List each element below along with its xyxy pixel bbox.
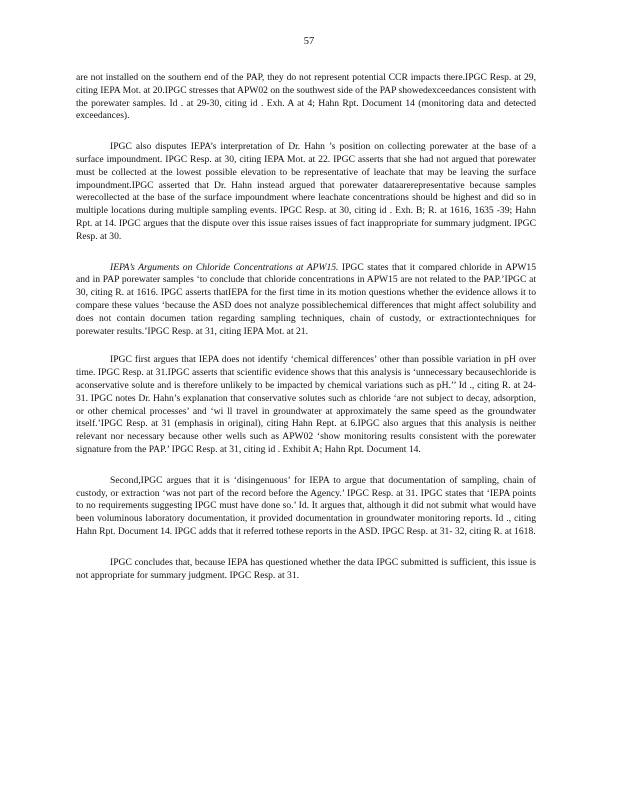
paragraph-porewater-dispute: IPGC also disputes IEPA’s interpretation of Dr. Hahn ’s position on collecting porewater at the base of a surface impoundment. IPGC Resp. at 30, citing IEPA Mot. at 22. IPGC asserts that she had not argued that porewater must be collected at the lowest possible elevation to be representative of leachate that may be leaving the surface impoundment.IPGC asserted that Dr. Hahn instead argued that porewater dataarerepresentative because samples werecollected at the base of the surface impoundment where leachate concentrations should be highest and did so in multiple locations during multiple sampling events. IPGC Resp. at 30, citing id . Exh. B; R. at 1616, 1635 -39; Hahn Rpt. at 14. IPGC argues that the dispute over this issue raises issues of fact inappropriate for summary judgment. IPGC Resp. at 30. bbox=[76, 141, 536, 242]
paragraph-disingenuous: Second,IPGC argues that it is ‘disingenuous’ for IEPA to argue that documentation of sampling, chain of custody, or extraction ‘was not part of the record before the Agency.’ IPGC Resp. at 31. IPGC states that ‘IEPA points to no requirements suggesting IPGC must have done so.’ Id. It argues that, although it did not submit what would have been voluminous laboratory documentation, it provided documentation in groundwater monitoring reports. Id ., citing Hahn Rpt. Document 14. IPGC adds that it referred tothese reports in the ASD. IPGC Resp. at 31- 32, citing R. at 1618. bbox=[76, 474, 536, 537]
section-heading: IEPA’s Arguments on Chloride Concentrations at APW15. bbox=[110, 261, 339, 273]
paragraph-chloride-section bbox=[76, 262, 536, 339]
paragraph-continuation: are not installed on the southern end of the PAP, they do not represent potential CCR impacts there.IPGC Resp. at 29, citing IEPA Mot. at 20.IPGC stresses that APW02 on the southwest side of the PAP showedexceedances consistent with the porewater samples. Id . at 29-30, citing id . Exh. A at 4; Hahn Rpt. Document 14 (monitoring data and detected exceedances). bbox=[76, 72, 536, 122]
document-body bbox=[76, 72, 536, 593]
paragraph-conclusion: IPGC concludes that, because IEPA has questioned whether the data IPGC submitted is sufficient, this issue is not appropriate for summary judgment. IPGC Resp. at 31. bbox=[76, 556, 536, 581]
paragraph-chemical-differences: IPGC first argues that IEPA does not identify ‘chemical differences’ other than possible variation in pH over time. IPGC Resp. at 31.IPGC asserts that scientific evidence shows that this analysis is ‘unnecessary becausechloride is aconservative solute and is therefore unlikely to be impacted by chemical variations such as pH.’’ Id ., citing R. at 24-31. IPGC notes Dr. Hahn’s explanation that conservative solutes such as chloride ‘are not subject to decay, adsorption, or other chemical processes’ and ‘wi ll travel in groundwater at approximately the same speed as the groundwater itself.’IPGC Resp. at 31 (emphasis in original), citing Hahn Rept. at 6.IPGC also argues that this analysis is neither relevant nor necessary because other wells such as APW02 ‘show monitoring results consistent with the porewater signature from the PAP.’ IPGC Resp. at 31, citing id . Exhibit A; Hahn Rpt. Document 14. bbox=[76, 354, 536, 455]
section-lead: IPGC states that it bbox=[341, 261, 416, 273]
section-body: compared chloride in APW15 and in PAP porewater samples ‘to conclude that chloride concentrations in APW15 are not related to the PAP.’IPGC at 30, citing R. at 1616. IPGC asserts thatIEPA for the first time in its motion questions whether the evidence allows it to compare these values ‘because the ASD does not analyze possiblechemical differences that might affect solubility and does not contain documen tation regarding sampling techniques, chain of custody, or extractiontechniques for porewater results.’IPGC Resp. at 31, citing IEPA Mot. at 21. bbox=[76, 261, 536, 337]
page-number: 57 bbox=[303, 36, 315, 47]
